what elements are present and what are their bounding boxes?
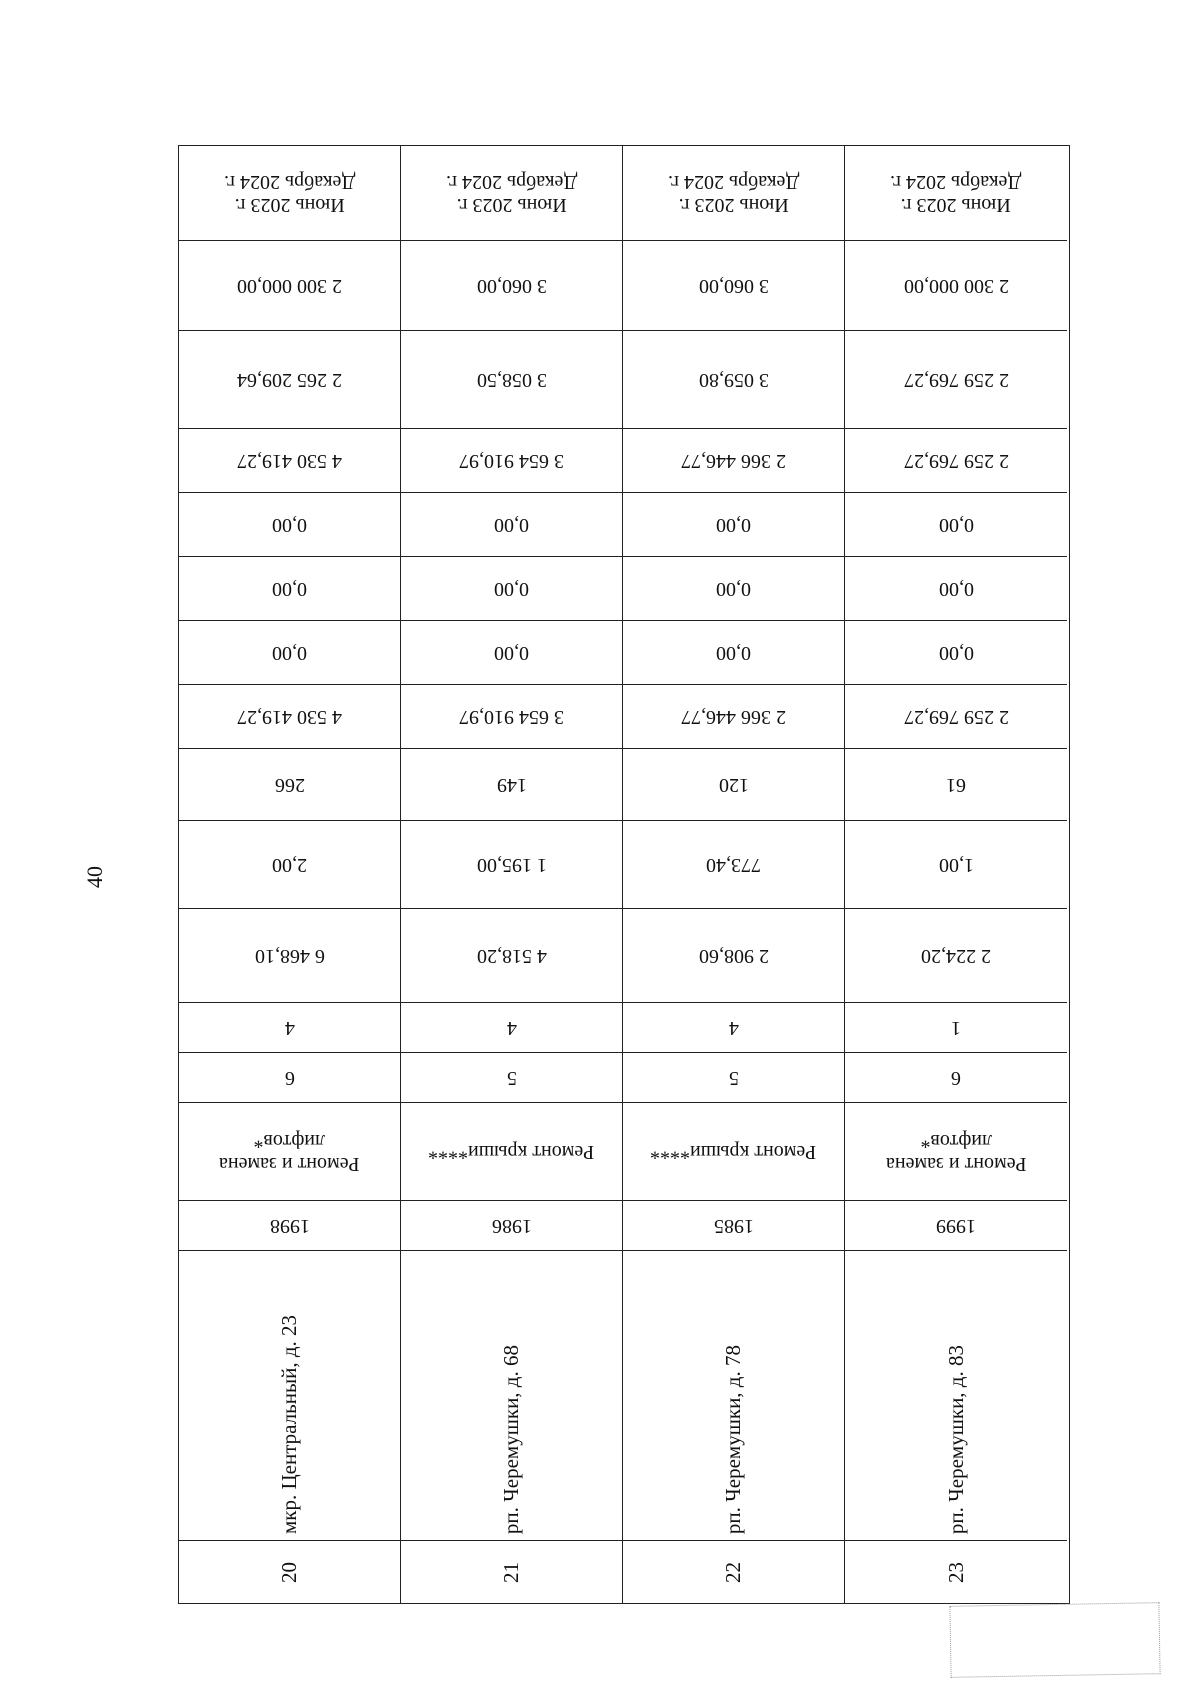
residents-cell: 149 — [401, 749, 622, 821]
total-cost-cell: 2 259 769,27 — [845, 429, 1067, 493]
table-row — [401, 146, 623, 1603]
cost-cell: 4 530 419,27 — [179, 685, 400, 749]
funding-cell: 0,00 — [845, 493, 1067, 557]
unit-cost-cell: 2 265 209,64 — [179, 331, 400, 429]
index-cell: 21 — [499, 1561, 523, 1583]
work-type-cell: Ремонт и замена лифтов* — [179, 1103, 400, 1201]
period-cell: Июнь 2023 г. Декабрь 2024 г. — [401, 146, 622, 241]
index-cell: 22 — [721, 1561, 745, 1583]
funding-cell: 0,00 — [401, 493, 622, 557]
cost-cell: 2 366 446,77 — [623, 685, 844, 749]
volume-cell: 1 195,00 — [401, 821, 622, 909]
limit-cell: 3 060,00 — [401, 241, 622, 331]
limit-cell: 2 300 000,00 — [845, 241, 1067, 331]
area-cell: 2 908,60 — [623, 909, 844, 1003]
floors-cell: 6 — [845, 1053, 1067, 1103]
work-type-cell: Ремонт и замена лифтов* — [845, 1103, 1067, 1201]
funding-cell: 0,00 — [623, 493, 844, 557]
cost-cell: 2 259 769,27 — [845, 685, 1067, 749]
year-cell: 1986 — [401, 1201, 622, 1251]
funding-cell: 0,00 — [623, 621, 844, 685]
cost-cell: 3 654 910,97 — [401, 685, 622, 749]
limit-cell: 2 300 000,00 — [179, 241, 400, 331]
floors-cell: 5 — [623, 1053, 844, 1103]
area-cell: 4 518,20 — [401, 909, 622, 1003]
entrances-cell: 4 — [179, 1003, 400, 1053]
data-table — [178, 145, 1070, 1604]
work-type-cell: Ремонт крыши**** — [401, 1103, 622, 1201]
residents-cell: 266 — [179, 749, 400, 821]
index-cell: 20 — [277, 1561, 301, 1583]
funding-cell: 0,00 — [179, 557, 400, 621]
area-cell: 2 224,20 — [845, 909, 1067, 1003]
funding-cell: 0,00 — [845, 557, 1067, 621]
table-row — [845, 146, 1067, 1603]
total-cost-cell: 2 366 446,77 — [623, 429, 844, 493]
unit-cost-cell: 3 058,50 — [401, 331, 622, 429]
funding-cell: 0,00 — [845, 621, 1067, 685]
area-cell: 6 468,10 — [179, 909, 400, 1003]
page-number: 40 — [82, 866, 107, 888]
work-type-cell: Ремонт крыши**** — [623, 1103, 844, 1201]
floors-cell: 5 — [401, 1053, 622, 1103]
year-cell: 1985 — [623, 1201, 844, 1251]
total-cost-cell: 3 654 910,97 — [401, 429, 622, 493]
volume-cell: 773,40 — [623, 821, 844, 909]
volume-cell: 2,00 — [179, 821, 400, 909]
unit-cost-cell: 3 059,80 — [623, 331, 844, 429]
table-row — [623, 146, 845, 1603]
address-cell: мкр. Центральный, д. 23 — [179, 1251, 400, 1541]
floors-cell: 6 — [179, 1053, 400, 1103]
limit-cell: 3 060,00 — [623, 241, 844, 331]
funding-cell: 0,00 — [401, 557, 622, 621]
funding-cell: 0,00 — [401, 621, 622, 685]
address-cell: рп. Черемушки, д. 68 — [401, 1251, 622, 1541]
entrances-cell: 4 — [623, 1003, 844, 1053]
funding-cell: 0,00 — [179, 621, 400, 685]
funding-cell: 0,00 — [179, 493, 400, 557]
period-cell: Июнь 2023 г. Декабрь 2024 г. — [845, 146, 1067, 241]
table-row — [179, 146, 401, 1603]
residents-cell: 61 — [845, 749, 1067, 821]
year-cell: 1998 — [179, 1201, 400, 1251]
unit-cost-cell: 2 259 769,27 — [845, 331, 1067, 429]
address-cell: рп. Черемушки, д. 78 — [623, 1251, 844, 1541]
faded-stamp — [949, 1602, 1160, 1678]
total-cost-cell: 4 530 419,27 — [179, 429, 400, 493]
volume-cell: 1,00 — [845, 821, 1067, 909]
residents-cell: 120 — [623, 749, 844, 821]
period-cell: Июнь 2023 г. Декабрь 2024 г. — [179, 146, 400, 241]
period-cell: Июнь 2023 г. Декабрь 2024 г. — [623, 146, 844, 241]
funding-cell: 0,00 — [623, 557, 844, 621]
entrances-cell: 1 — [845, 1003, 1067, 1053]
entrances-cell: 4 — [401, 1003, 622, 1053]
index-cell: 23 — [943, 1561, 968, 1583]
address-cell: рп. Черемушки, д. 83 — [845, 1251, 1067, 1541]
year-cell: 1999 — [845, 1201, 1067, 1251]
